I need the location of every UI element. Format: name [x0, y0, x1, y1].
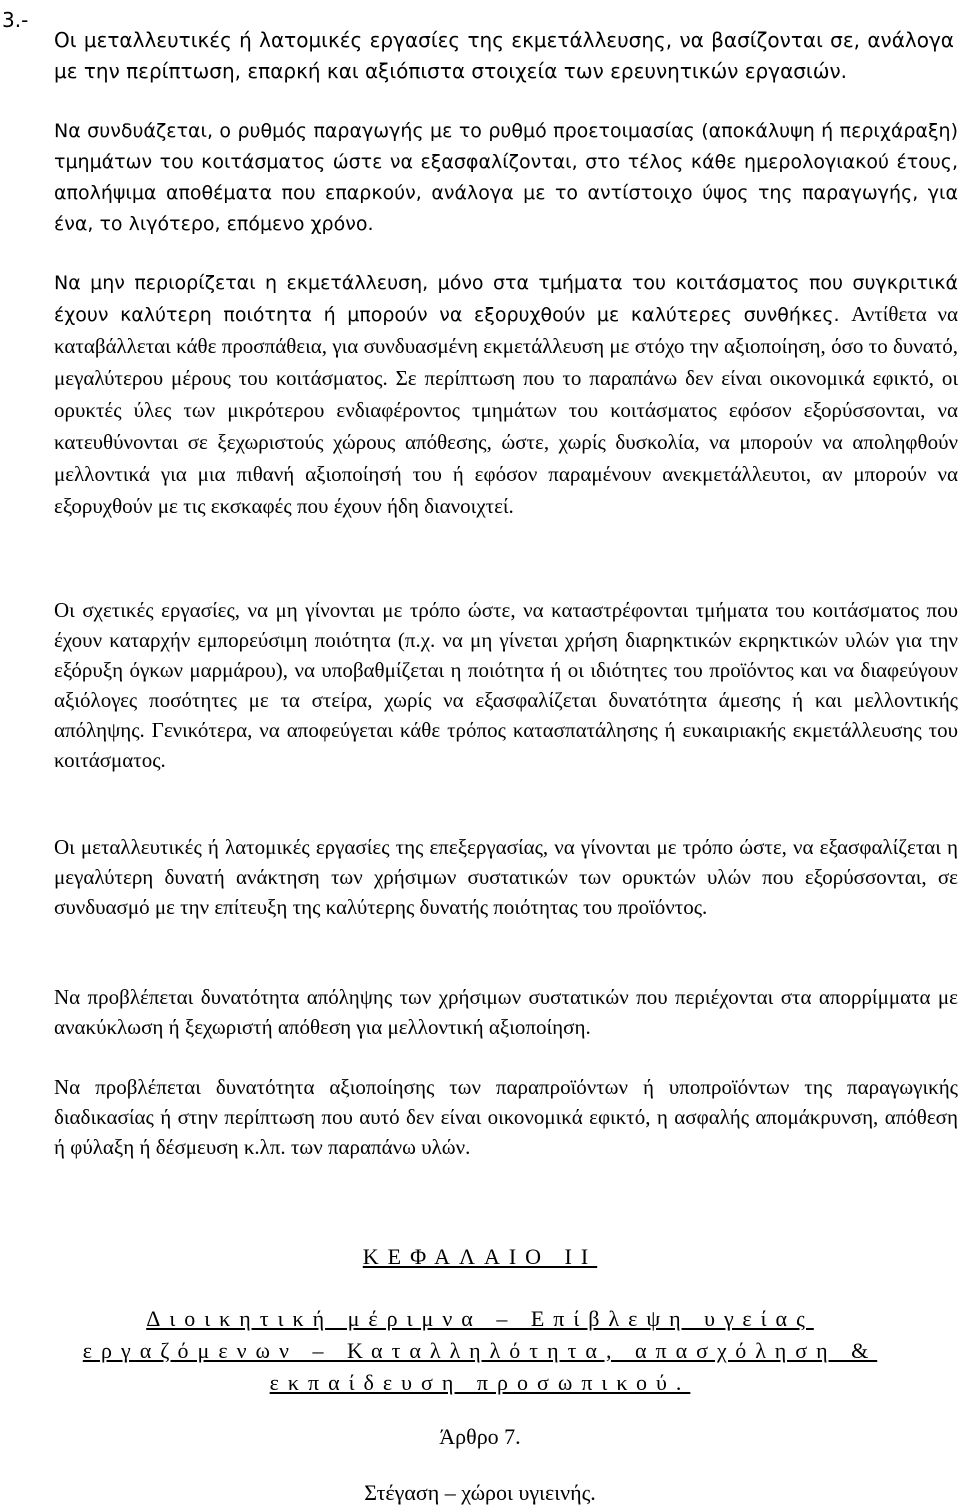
- paragraph-recovery: Να προβλέπεται δυνατότητα απόληψης των χρήσιμων συστατικών που περιέχονται στα απορρίμματα με ανακύκλωση ή ξεχωριστή απόθεση για μελλοντική αξιοποίηση.: [54, 985, 958, 1039]
- item-intro-text: Οι μεταλλευτικές ή λατομικές εργασίες της εκμετάλλευσης, να βασίζονται σε, ανάλογα με την περίπτωση, επαρκή και αξιόπιστα στοιχεία των ερευνητικών εργασιών.: [54, 28, 954, 83]
- chapter-subtitle-line-1: Διοικητική μέριμνα – Επίβλεψη υγείας: [146, 1306, 814, 1331]
- article-number: Άρθρο 7.: [439, 1424, 521, 1449]
- paragraph-limit-exploitation: Να μην περιορίζεται η εκμετάλλευση, μόνο στα τμήματα του κοιτάσματος που συγκριτικά έχουν καλύτερη ποιότητα ή μπορούν να εξορυχθούν με καλύτερες συνθήκες.: [54, 272, 958, 326]
- paragraph-production-rate: Να συνδυάζεται, ο ρυθμός παραγωγής με το ρυθμό προετοιμασίας (αποκάλυψη ή περιχάραξη) τμημάτων του κοιτάσματος ώστε να εξασφαλίζονται, στο τέλος κάθε ημερολογιακού έτους, απολήψιμα αποθέματα που επαρκούν, ανάλογα με το αντίστοιχο ύψος της παραγωγής, για ένα, το λιγότερο, επόμενο χρόνο.: [54, 120, 958, 235]
- paragraph-combined-exploitation: Αντίθετα να καταβάλλεται κάθε προσπάθεια, για συνδυασμένη εκμετάλλευση με στόχο την αξιοποίηση, όσο το δυνατό, μεγαλύτερου μέρους του κοιτάσματος. Σε περίπτωση που το παραπάνω δεν είναι οικονομικά εφικτό, οι ορυκτές ύλες των μικρότερου ενδιαφέροντος τμημάτων του κοιτάσματος εφόσον εξορύσσονται, να κατευθύνονται σε ξεχωριστούς χώρους απόθεσης, ώστε, χωρίς δυσκολία, να μπορούν να αποληφθούν μελλοντικά για μια πιθανή αξιοποίησή του ή εφόσον παραμένουν ανεκμετάλλευτοι, αν μπορούν να εξορυχθούν με τις εκσκαφές που έχουν ήδη διανοιχτεί.: [54, 302, 958, 518]
- chapter-subtitle-line-3: εκπαίδευση προσωπικού.: [269, 1370, 691, 1395]
- item-number: 3.-: [2, 8, 29, 32]
- paragraph-related-works: Οι σχετικές εργασίες, να μη γίνονται με τρόπο ώστε, να καταστρέφονται τμήματα του κοιτάσματος που έχουν καταρχήν εμπορεύσιμη ποιότητα (π.χ. να μη γίνεται χρήση διαρηκτικών εκρηκτικών υλών για την εξόρυξη όγκων μαρμάρου), να υποβαθμίζεται η ποιότητα ή οι ιδιότητες του προϊόντος και να διαφεύγουν αξιόλογες ποσότητες με τα στείρα, χωρίς να εξασφαλίζεται δυνατότητα άμεσης ή και μελλοντικής απόληψης. Γενικότερα, να αποφεύγεται κάθε τρόπος κατασπατάλησης ή ευκαιριακής εκμετάλλευσης του κοιτάσματος.: [54, 598, 958, 772]
- chapter-subtitle-line-2: εργαζόμενων – Καταλληλότητα, απασχόληση &: [82, 1338, 878, 1363]
- paragraph-byproducts: Να προβλέπεται δυνατότητα αξιοποίησης των παραπροϊόντων ή υποπροϊόντων της παραγωγικής διαδικασίας ή στην περίπτωση που αυτό δεν είναι οικονομικά εφικτό, η ασφαλής απομάκρυνση, απόθεση ή φύλαξη ή δέσμευση κ.λπ. των παραπάνω υλών.: [54, 1075, 958, 1159]
- article-title: Στέγαση – χώροι υγιεινής.: [364, 1480, 596, 1505]
- paragraph-processing: Οι μεταλλευτικές ή λατομικές εργασίες της επεξεργασίας, να γίνονται με τρόπο ώστε, να εξασφαλίζεται η μεγαλύτερη δυνατή ανάκτηση των χρήσιμων συστατικών των ορυκτών υλών που εξορύσσονται, σε συνδυασμό με την επίτευξη της καλύτερης δυνατής ποιότητας του προϊόντος.: [54, 835, 958, 919]
- chapter-heading: ΚΕΦΑΛΑΙΟ ΙΙ: [362, 1244, 598, 1269]
- paragraph-exploitation: [54, 268, 958, 523]
